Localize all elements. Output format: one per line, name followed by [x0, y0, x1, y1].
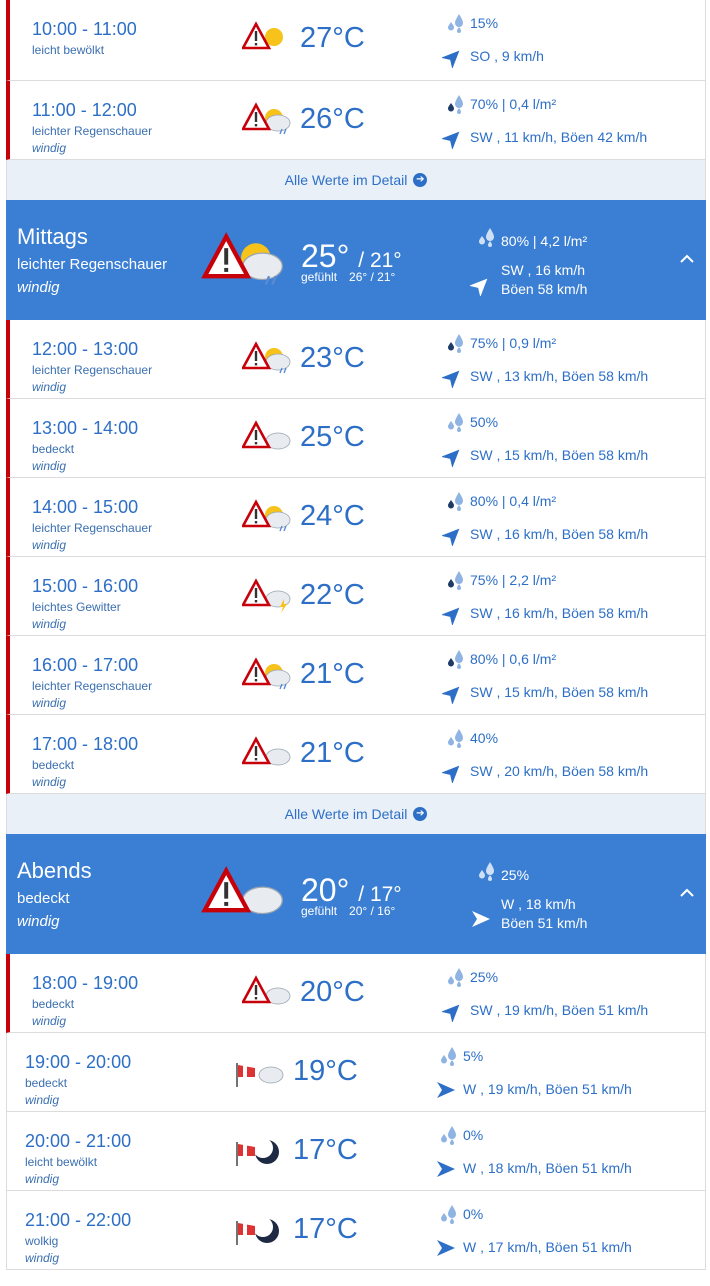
hour-wind: SW , 19 km/h, Böen 51 km/h [470, 1002, 649, 1018]
precipitation-icon [445, 727, 465, 749]
hour-temperature: 17°C [293, 1213, 358, 1245]
hour-row[interactable] [6, 1191, 706, 1270]
hour-row[interactable] [6, 320, 706, 399]
hour-wind: W , 18 km/h, Böen 51 km/h [463, 1160, 632, 1176]
warning-cloud-icon [242, 419, 294, 459]
period-temp-max: 20° [301, 872, 350, 908]
hour-condition: bedeckt [25, 1076, 68, 1090]
hour-range: 16:00 - 17:00 [32, 655, 139, 675]
felt-label: gefühlt [301, 904, 338, 918]
hour-precipitation: 75% | 2,2 l/m² [470, 572, 557, 588]
wind-arrow-icon [435, 1079, 457, 1101]
hour-windy: windig [32, 696, 67, 710]
hour-temperature: 24°C [300, 500, 365, 532]
precipitation-icon [445, 93, 465, 115]
hour-row[interactable] [6, 715, 706, 794]
wind-arrow-icon [435, 1237, 457, 1259]
hour-row[interactable] [6, 954, 706, 1033]
hour-temperature: 23°C [300, 342, 365, 374]
hour-wind: SW , 13 km/h, Böen 58 km/h [470, 368, 649, 384]
hour-temperature: 22°C [300, 579, 365, 611]
hour-precipitation: 40% [470, 730, 499, 746]
hour-condition: leicht bewölkt [32, 43, 105, 57]
period-wind [501, 261, 587, 299]
hour-temperature: 21°C [300, 658, 365, 690]
hour-precipitation: 80% | 0,4 l/m² [470, 493, 557, 509]
period-wind [501, 895, 587, 933]
period-windy: windig [17, 279, 60, 296]
hour-condition: leichter Regenschauer [32, 363, 153, 377]
felt-label: gefühlt [301, 270, 338, 284]
hour-precipitation: 70% | 0,4 l/m² [470, 96, 557, 112]
period-precipitation: 80% | 4,2 l/m² [501, 233, 588, 249]
period-felt [301, 904, 395, 918]
hour-windy: windig [32, 775, 67, 789]
hour-range: 20:00 - 21:00 [25, 1131, 132, 1151]
hour-wind: W , 17 km/h, Böen 51 km/h [463, 1239, 632, 1255]
hour-temperature: 26°C [300, 103, 365, 135]
period-windy: windig [17, 913, 60, 930]
hour-range: 12:00 - 13:00 [32, 339, 139, 359]
hour-wind: SW , 15 km/h, Böen 58 km/h [470, 684, 649, 700]
hour-precipitation: 75% | 0,9 l/m² [470, 335, 557, 351]
hour-condition: leichter Regenschauer [32, 521, 153, 535]
windsock-moon-icon [235, 1211, 287, 1251]
period-wind-gusts: Böen 58 km/h [501, 281, 588, 297]
precipitation-icon [445, 490, 465, 512]
hour-condition: leichtes Gewitter [32, 600, 121, 614]
wind-arrow-icon [442, 603, 464, 625]
felt-value: 20° / 16° [349, 904, 396, 918]
hour-precipitation: 15% [470, 15, 499, 31]
hour-temperature: 19°C [293, 1055, 358, 1087]
hour-precipitation: 25% [470, 969, 499, 985]
hour-range: 21:00 - 22:00 [25, 1210, 132, 1230]
hour-row[interactable] [6, 399, 706, 478]
warning-cloud-icon [242, 974, 294, 1014]
hour-row[interactable] [6, 1033, 706, 1112]
period-temp-min: / 21° [358, 249, 402, 272]
warning-cloud-icon [200, 864, 292, 930]
hour-condition: leichter Regenschauer [32, 124, 153, 138]
hour-temperature: 27°C [300, 22, 365, 54]
warning-sun-rain-icon [200, 230, 292, 296]
period-wind-gusts: Böen 51 km/h [501, 915, 588, 931]
arrow-right-circle-icon: ➔ [413, 807, 427, 821]
warning-sun-rain-icon [242, 656, 294, 696]
precipitation-icon [476, 860, 496, 886]
hour-windy: windig [25, 1172, 60, 1186]
warning-sun-icon [242, 20, 294, 60]
wind-arrow-icon [442, 524, 464, 546]
hour-temperature: 25°C [300, 421, 365, 453]
wind-arrow-icon [442, 366, 464, 388]
period-header-mittags[interactable] [6, 200, 706, 320]
wind-arrow-icon [442, 682, 464, 704]
period-title: Abends [17, 858, 92, 883]
wind-arrow-icon [435, 1158, 457, 1180]
hour-range: 13:00 - 14:00 [32, 418, 139, 438]
hour-range: 11:00 - 12:00 [32, 100, 137, 120]
hour-wind: SO , 9 km/h [470, 48, 544, 64]
hour-windy: windig [32, 380, 67, 394]
hour-row[interactable] [6, 81, 706, 160]
period-wind-speed: W , 18 km/h [501, 896, 576, 912]
precipitation-icon [445, 12, 465, 34]
precipitation-icon [476, 226, 496, 252]
period-title: Mittags [17, 224, 88, 249]
period-wind-speed: SW , 16 km/h [501, 262, 586, 278]
hour-row[interactable] [6, 557, 706, 636]
period-precipitation: 25% [501, 867, 530, 883]
hour-precipitation: 0% [463, 1127, 484, 1143]
precipitation-icon [438, 1045, 458, 1067]
windsock-moon-icon [235, 1132, 287, 1172]
period-temp-max: 25° [301, 238, 350, 274]
precipitation-icon [438, 1203, 458, 1225]
hour-wind: SW , 16 km/h, Böen 58 km/h [470, 605, 649, 621]
period-temp-min: / 17° [358, 883, 402, 906]
hour-range: 10:00 - 11:00 [32, 19, 137, 39]
warning-sun-rain-icon [242, 101, 294, 141]
hour-range: 19:00 - 20:00 [25, 1052, 132, 1072]
hour-condition: bedeckt [32, 997, 75, 1011]
wind-arrow-icon [442, 445, 464, 467]
hour-precipitation: 5% [463, 1048, 484, 1064]
period-felt [301, 270, 395, 284]
precipitation-icon [445, 332, 465, 354]
hour-precipitation: 50% [470, 414, 499, 430]
chevron-up-icon[interactable] [678, 884, 696, 902]
hour-precipitation: 0% [463, 1206, 484, 1222]
hour-precipitation: 80% | 0,6 l/m² [470, 651, 557, 667]
hour-range: 18:00 - 19:00 [32, 973, 139, 993]
hour-windy: windig [32, 617, 67, 631]
warning-cloud-icon [242, 735, 294, 775]
warning-sun-rain-icon [242, 340, 294, 380]
hour-range: 17:00 - 18:00 [32, 734, 139, 754]
wind-arrow-icon [470, 274, 494, 298]
hour-windy: windig [32, 538, 67, 552]
precipitation-icon [445, 966, 465, 988]
hour-windy: windig [32, 1014, 67, 1028]
detail-link[interactable] [6, 794, 706, 834]
arrow-right-circle-icon: ➔ [413, 173, 427, 187]
hour-condition: bedeckt [32, 758, 75, 772]
precipitation-icon [445, 411, 465, 433]
hour-windy: windig [32, 141, 67, 155]
warning-thunder-icon [242, 577, 294, 617]
felt-value: 26° / 21° [349, 270, 396, 284]
detail-link-label: Alle Werte im Detail [284, 806, 408, 822]
detail-link[interactable] [6, 160, 706, 200]
hour-wind: SW , 16 km/h, Böen 58 km/h [470, 526, 649, 542]
wind-arrow-icon [470, 908, 494, 932]
wind-arrow-icon [442, 46, 464, 68]
hour-row[interactable] [6, 1112, 706, 1191]
precipitation-icon [445, 648, 465, 670]
hour-temperature: 21°C [300, 737, 365, 769]
hour-row[interactable] [6, 0, 706, 81]
hour-range: 15:00 - 16:00 [32, 576, 139, 596]
period-condition: bedeckt [17, 890, 70, 907]
hour-condition: leichter Regenschauer [32, 679, 153, 693]
hour-windy: windig [25, 1093, 60, 1107]
hour-temperature: 17°C [293, 1134, 358, 1166]
detail-link-label: Alle Werte im Detail [284, 172, 408, 188]
hour-row[interactable] [6, 636, 706, 715]
precipitation-icon [445, 569, 465, 591]
hour-range: 14:00 - 15:00 [32, 497, 139, 517]
hour-condition: bedeckt [32, 442, 75, 456]
windsock-cloud-icon [235, 1053, 287, 1093]
precipitation-icon [438, 1124, 458, 1146]
hour-row[interactable] [6, 478, 706, 557]
hour-windy: windig [32, 459, 67, 473]
hour-condition: wolkig [25, 1234, 59, 1248]
hour-wind: SW , 11 km/h, Böen 42 km/h [470, 129, 648, 145]
period-header-abends[interactable] [6, 834, 706, 954]
hour-wind: SW , 20 km/h, Böen 58 km/h [470, 763, 649, 779]
wind-arrow-icon [442, 761, 464, 783]
hour-windy: windig [25, 1251, 60, 1265]
hour-wind: W , 19 km/h, Böen 51 km/h [463, 1081, 632, 1097]
warning-sun-rain-icon [242, 498, 294, 538]
hour-temperature: 20°C [300, 976, 365, 1008]
wind-arrow-icon [442, 1000, 464, 1022]
chevron-up-icon[interactable] [678, 250, 696, 268]
period-condition: leichter Regenschauer [17, 256, 168, 273]
wind-arrow-icon [442, 127, 464, 149]
hour-wind: SW , 15 km/h, Böen 58 km/h [470, 447, 649, 463]
hour-condition: leicht bewölkt [25, 1155, 98, 1169]
